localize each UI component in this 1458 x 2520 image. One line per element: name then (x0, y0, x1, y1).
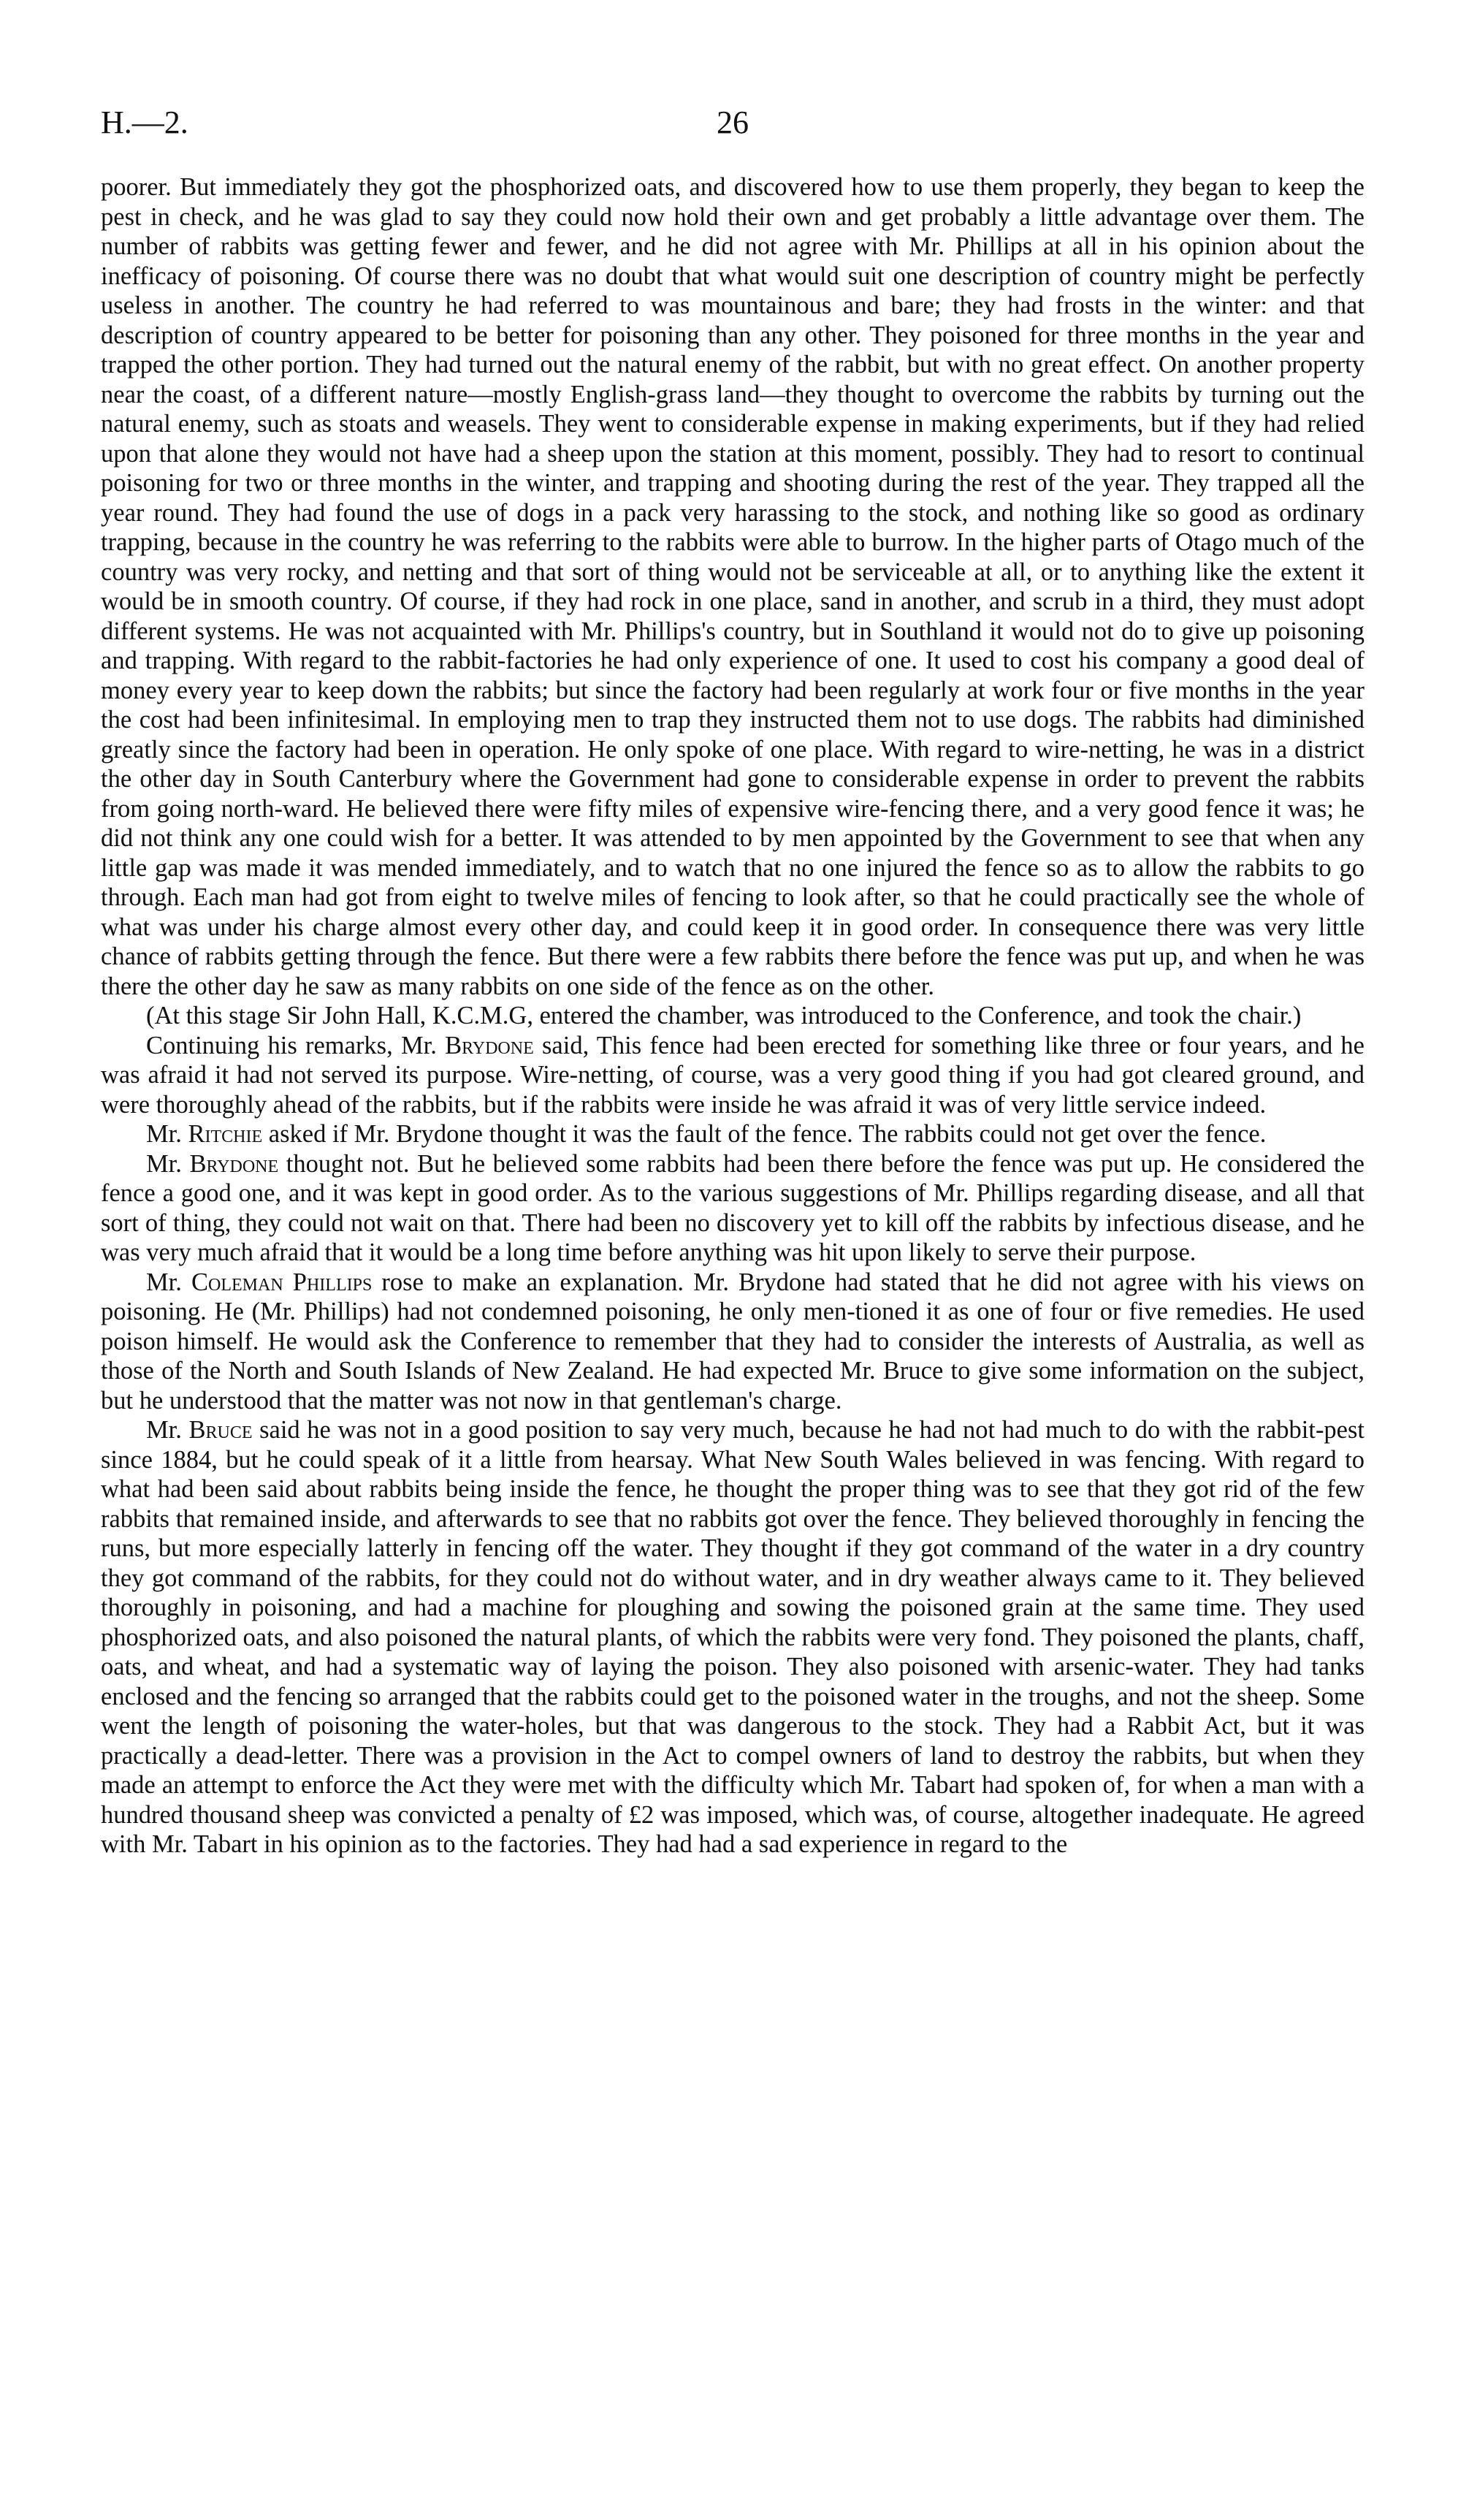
paragraph-text: Mr. (146, 1416, 189, 1444)
speaker-name: Brydone (189, 1149, 279, 1178)
page-number: 26 (717, 104, 749, 140)
paragraph-text: said, This fence had been erected for something like three or four years, and he was afraid it had not served its purpose. Wire-netting, of course, was a very good thing if you had got cleared ground, and were thoroughly ahead of the rabbits, but if the rabbits were inside he was afraid it was of very little service indeed. (101, 1031, 1365, 1119)
paragraph (101, 1415, 1365, 1859)
paragraph-text: (At this stage Sir John Hall, K.C.M.G, entered the chamber, was introduced to the Conference, and took the chair.) (146, 1002, 1302, 1029)
paragraph-text: said he was not in a good position to say very much, because he had not had much to do with the rabbit-pest since 1884, but he could speak of it a little from hearsay. What New South Wales believed in was fencing. With regard to what had been said about rabbits being inside the fence, he thought the proper thing was to see that they got rid of the few rabbits that remained inside, and afterwards to see that no rabbits got over the fence. They believed thoroughly in fencing the runs, but more especially latterly in fencing off the water. They thought if they got command of the water in a dry country they got command of the rabbits, for they could not do without water, and in dry weather always came to it. They believed thoroughly in poisoning, and had a machine for ploughing and sowing the poisoned grain at the same time. They used phosphorized oats, and also poisoned the natural plants, of which the rabbits were very fond. They poisoned the plants, chaff, oats, and wheat, and had a systematic way of laying the poison. They also poisoned with arsenic-water. They had tanks enclosed and the fencing so arranged that the rabbits could get to the poisoned water in the troughs, and not the sheep. Some went the length of poisoning the water-holes, but that was dangerous to the stock. They had a Rabbit Act, but it was practically a dead-letter. There was a provision in the Act to compel owners of land to destroy the rabbits, but when they made an attempt to enforce the Act they were met with the difficulty which Mr. Tabart had spoken of, for when a man with a hundred thousand sheep was convicted a penalty of £2 was imposed, which was, of course, altogether inadequate. He agreed with Mr. Tabart in his opinion as to the factories. They had had a sad experience in regard to the (101, 1416, 1365, 1858)
paragraph (101, 1001, 1365, 1031)
paragraph (101, 1031, 1365, 1120)
paragraph-text: asked if Mr. Brydone thought it was the fault of the fence. The rabbits could not get over the fence. (262, 1120, 1267, 1148)
speaker-name: Brydone (445, 1031, 534, 1059)
paragraph-text: poorer. But immediately they got the phosphorized oats, and discovered how to use them properly, they began to keep the pest in check, and he was glad to say they could now hold their own and get probably a little advantage over them. The number of rabbits was getting fewer and fewer, and he did not agree with Mr. Phillips at all in his opinion about the inefficacy of poisoning. Of course there was no doubt that what would suit one description of country might be perfectly useless in another. The country he had referred to was mountainous and bare; they had frosts in the winter: and that description of country appeared to be better for poisoning than any other. They poisoned for three months in the year and trapped the other portion. They had turned out the natural enemy of the rabbit, but with no great effect. On another property near the coast, of a different nature—mostly English-grass land—they thought to overcome the rabbits by turning out the natural enemy, such as stoats and weasels. They went to considerable expense in making experiments, but if they had relied upon that alone they would not have had a sheep upon the station at this moment, possibly. They had to resort to continual poisoning for two or three months in the winter, and trapping and shooting during the rest of the year. They trapped all the year round. They had found the use of dogs in a pack very harassing to the stock, and nothing like so good as ordinary trapping, because in the country he was referring to the rabbits were able to burrow. In the higher parts of Otago much of the country was very rocky, and netting and that sort of thing would not be serviceable at all, or to anything like the extent it would be in smooth country. Of course, if they had rock in one place, sand in another, and scrub in a third, they must adopt different systems. He was not acquainted with Mr. Phillips's country, but in Southland it would not do to give up poisoning and trapping. With regard to the rabbit-factories he had only experience of one. It used to cost his company a good deal of money every year to keep down the rabbits; but since the factory had been regularly at work four or five months in the year the cost had been infinitesimal. In employing men to trap they instructed them not to use dogs. The rabbits had diminished greatly since the factory had been in operation. He only spoke of one place. With regard to wire-netting, he was in a district the other day in South Canterbury where the Government had gone to considerable expense in order to prevent the rabbits from going north-ward. He believed there were fifty miles of expensive wire-fencing there, and a very good fence it was; he did not think any one could wish for a better. It was attended to by men appointed by the Government to see that when any little gap was made it was mended immediately, and to watch that no one injured the fence so as to allow the rabbits to go through. Each man had got from eight to twelve miles of fencing to look after, so that he could practically see the whole of what was under his charge almost every other day, and could keep it in good order. In consequence there was very little chance of rabbits getting through the fence. But there were a few rabbits there before the fence was put up, and when he was there the other day he saw as many rabbits on one side of the fence as on the other. (101, 173, 1365, 1000)
paragraph (101, 1119, 1365, 1149)
paragraph (101, 1268, 1365, 1416)
paragraph-text: Continuing his remarks, Mr. (146, 1031, 446, 1059)
speaker-name: Bruce (188, 1416, 253, 1444)
paragraph-text: Mr. (146, 1120, 188, 1148)
paragraph (101, 172, 1365, 1001)
paragraph-text: thought not. But he believed some rabbits had been there before the fence was put up. He considered the fence a good one, and it was kept in good order. As to the various suggestions of Mr. Phillips regarding disease, and all that sort of thing, they could not wait on that. There had been no discovery yet to kill off the rabbits by infectious disease, and he was very much afraid that it would be a long time before anything was hit upon likely to serve their purpose. (101, 1149, 1365, 1266)
paragraph (101, 1149, 1365, 1268)
page-body (101, 172, 1365, 1859)
paragraph-text: rose to make an explanation. Mr. Brydone had stated that he did not agree with his views on poisoning. He (Mr. Phillips) had not condemned poisoning, he only men-tioned it as one of four or five remedies. He used poison himself. He would ask the Conference to remember that they had to consider the interests of Australia, as well as those of the North and South Islands of New Zealand. He had expected Mr. Bruce to give some information on the subject, but he understood that the matter was not now in that gentleman's charge. (101, 1268, 1365, 1415)
paragraph-text: Mr. (146, 1268, 191, 1296)
page-header (101, 104, 1365, 148)
document-reference: H.—2. (101, 104, 188, 140)
speaker-name: Coleman Phillips (191, 1268, 373, 1296)
speaker-name: Ritchie (188, 1120, 263, 1148)
paragraph-text: Mr. (146, 1149, 190, 1178)
